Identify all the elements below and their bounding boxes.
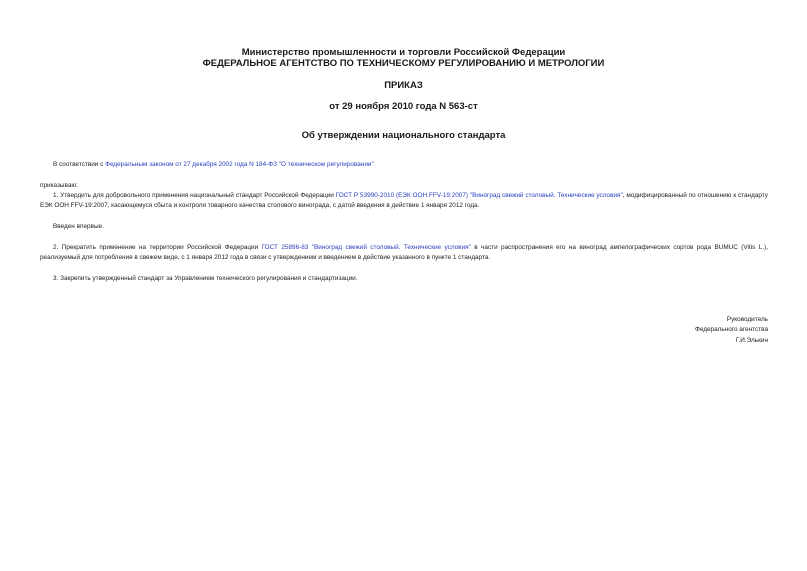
federal-law-link[interactable]: Федеральным законом от 27 декабря 2002 года N 184-ФЗ "О техническом регулировании": [105, 161, 374, 168]
document-subject: Об утверждении национального стандарта: [301, 130, 506, 141]
item-1-paragraph: [40, 191, 768, 212]
item-2-prefix: 2. Прекратить применение на территории Российской Федерации: [53, 244, 262, 251]
item-2-suffix: в части распространения его на виноград ампелографических сортов рода BUMUC (Vitis L.), реализуемый для потребления в свежем виде, с 1 января 2012 года в связи с утверждением и введением в действие указанного в пункте 1 стандарта.: [40, 244, 768, 262]
signature-block: [695, 315, 768, 346]
item-1-prefix: 1. Утвердить для добровольного применения национальный стандарт Российской Федерации: [53, 192, 336, 199]
signature-organization: Федерального агентства: [694, 326, 768, 334]
preamble-paragraph: [53, 160, 374, 170]
item-2-paragraph: [40, 243, 768, 264]
document-type: ПРИКАЗ: [384, 80, 423, 91]
document-date-number: от 29 ноября 2010 года N 563-ст: [329, 101, 478, 112]
preamble-text: В соответствии с: [53, 161, 106, 168]
gost-25896-link[interactable]: ГОСТ 25896-83 "Виноград свежий столовый. Технические условия": [261, 244, 471, 251]
ministry-title: Министерство промышленности и торговли Российской Федерации: [241, 47, 566, 58]
item-1-suffix: , модифицированный по отношению к стандарту ЕЭК ООН FFV-19:2007, касающемуся сбыта и контроля товарного качества столового винограда, с датой введения в действие 1 января 2012 года.: [40, 192, 768, 210]
introduced-note: Введен впервые.: [53, 223, 104, 230]
item-3-paragraph: 3. Закрепить утвержденный стандарт за Управлением технического регулирования и стандартизации.: [53, 275, 358, 282]
agency-title: ФЕДЕРАЛЬНОЕ АГЕНТСТВО ПО ТЕХНИЧЕСКОМУ РЕГУЛИРОВАНИЮ И МЕТРОЛОГИИ: [202, 58, 605, 69]
signature-name: Г.И.Элькин: [735, 336, 768, 344]
gost-r-53990-link[interactable]: ГОСТ Р 53990-2010 (ЕЭК ООН FFV-19:2007) "Виноград свежий столовый. Технические условия": [335, 192, 623, 199]
decree-word: приказываю:: [40, 182, 78, 189]
signature-position: Руководитель: [726, 316, 768, 323]
